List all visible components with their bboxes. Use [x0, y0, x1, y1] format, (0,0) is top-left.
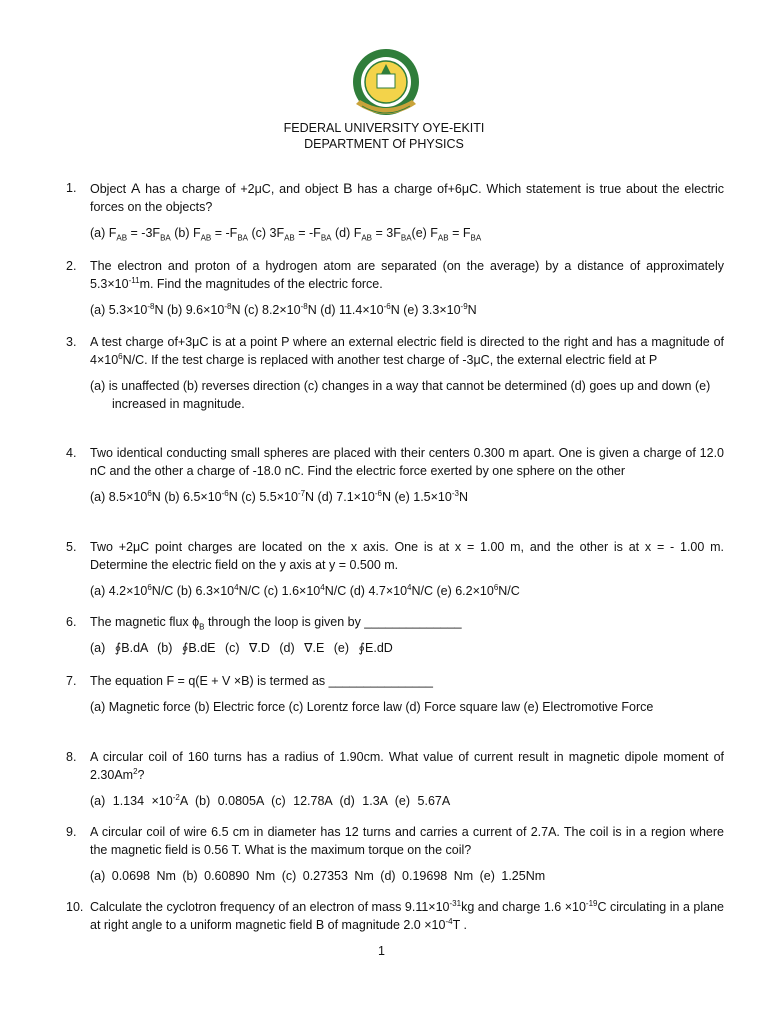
answer-options: (a) $8.5\times 10^6N$ (b) $6.5\times 10^{-6}N$ (c) $5.5\times 10^{-7}N$ (d) $7.1\times 10^{-6}N$ (e) $1.5\times 10^{-3}N$ — [90, 488, 468, 504]
question-number: 5. — [66, 540, 77, 554]
university-name: FEDERAL UNIVERSITY OYE-EKITI — [283, 121, 485, 135]
question-3 — [66, 333, 724, 413]
answer-options: (a) is unaffected (b) reverses direction (c) changes in a way that cannot be determined (d) goes up and down (e) increased in magnitude. — [90, 379, 711, 411]
question-1 — [66, 179, 724, 242]
question-2 — [66, 257, 724, 319]
answer-options: (a) $5.3\times 10^{-8}N$ (b) $9.6\times 10^{-8}N$ (c) $8.2\times 10^{-8}N$ (d) $11.4\times 10^{-6}N$ (e) $3.3\times 10^{-9}N$ — [90, 301, 477, 317]
question-7 — [66, 672, 724, 716]
question-number: 6. — [66, 615, 77, 629]
question-number: 4. — [66, 446, 77, 460]
question-stem: Object A has a charge of +2μC, and object B has a charge of+6μC. Which statement is true about the electric forces on the objects? — [90, 180, 724, 214]
answer-options: (a) 0.0698 Nm (b) 0.60890 Nm (c) 0.27353 Nm (d) 0.19698 Nm (e) 1.25Nm — [90, 869, 546, 883]
question-9 — [66, 823, 724, 885]
answer-options: (a) ∮B.dA (b) ∮B.dE (c) ∇.D (d) ∇.E (e) ∮E.dD — [90, 641, 393, 655]
question-number: 8. — [66, 750, 77, 764]
question-stem: A circular coil of 160 turns has a radius of 1.90cm. What value of current result in magnetic dipole moment of 2.30Am$^2$? — [90, 750, 724, 782]
department-name: DEPARTMENT Of PHYSICS — [304, 137, 464, 151]
question-number: 1. — [66, 181, 77, 195]
page-number: 1 — [378, 944, 385, 958]
question-stem: A circular coil of wire 6.5 cm in diameter has 12 turns and carries a current of 2.7A. The coil is in a region where the magnetic field is 0.56 T. What is the maximum torque on the coil? — [90, 825, 724, 857]
university-seal-logo — [348, 46, 424, 122]
question-5 — [66, 538, 724, 600]
question-number: 3. — [66, 335, 77, 349]
question-number: 2. — [66, 259, 77, 273]
question-stem: Calculate the cyclotron frequency of an electron of mass $9.11\times 10^{-31}kg$ and charge $1.6 \times 10^{-19}C$ circulating in a plane at right angle to a uniform magnetic field B of magnitude $2.0 \times 10^{-4}T$ . — [90, 898, 724, 932]
question-number: 10. — [66, 900, 84, 914]
answer-options: (a) Magnetic force (b) Electric force (c) Lorentz force law (d) Force square law (e) Electromotive Force — [90, 700, 654, 714]
question-stem: The equation F = q(E + V ×B) is termed as _______________ — [90, 674, 433, 688]
question-stem: A test charge of+3μC is at a point P where an external electric field is directed to the right and has a magnitude of $4\times 10^6N/C$. If the test charge is replaced with another test charge of -3μC, the external electric field at P — [90, 335, 724, 367]
question-6 — [66, 613, 724, 657]
answer-options: (a) $4.2\times 10^6N/C$ (b) $6.3\times 10^4N/C$ (c) $1.6\times 10^4N/C$ (d) $4.7\times 10^4N/C$ (e) $6.2\times 10^6N/C$ — [90, 582, 520, 598]
question-stem: The magnetic flux $\phi_B$ through the loop is given by ______________ — [90, 615, 462, 632]
answer-options: (a) $F_{AB} = -3F_{BA}$ (b) $F_{AB} = -F_{BA}$ (c) $3F_{AB} = -F_{BA}$ (d) $F_{AB} = 3F_{BA}(e) F_{AB} = F_{BA}$ — [90, 226, 482, 243]
question-stem: The electron and proton of a hydrogen atom are separated (on the average) by a distance of approximately $5.3\times 10^{-11}m$. Find the magnitudes of the electric force. — [90, 259, 724, 291]
answer-options: (a) $1.134 \times 10^{-2}A$ (b) 0.0805A (c) 12.78A (d) 1.3A (e) 5.67A — [90, 792, 451, 808]
question-number: 9. — [66, 825, 77, 839]
question-stem: Two +2μC point charges are located on the x axis. One is at x = 1.00 m, and the other is at x = - 1.00 m. Determine the electric field on the y axis at y = 0.500 m. — [90, 540, 724, 572]
question-8 — [66, 748, 724, 810]
question-stem: Two identical conducting small spheres are placed with their centers 0.300 m apart. One is given a charge of 12.0 nC and the other a charge of -18.0 nC. Find the electric force exerted by one sphere on the other — [90, 446, 724, 478]
question-number: 7. — [66, 674, 77, 688]
question-10 — [66, 898, 724, 934]
question-4 — [66, 444, 724, 506]
